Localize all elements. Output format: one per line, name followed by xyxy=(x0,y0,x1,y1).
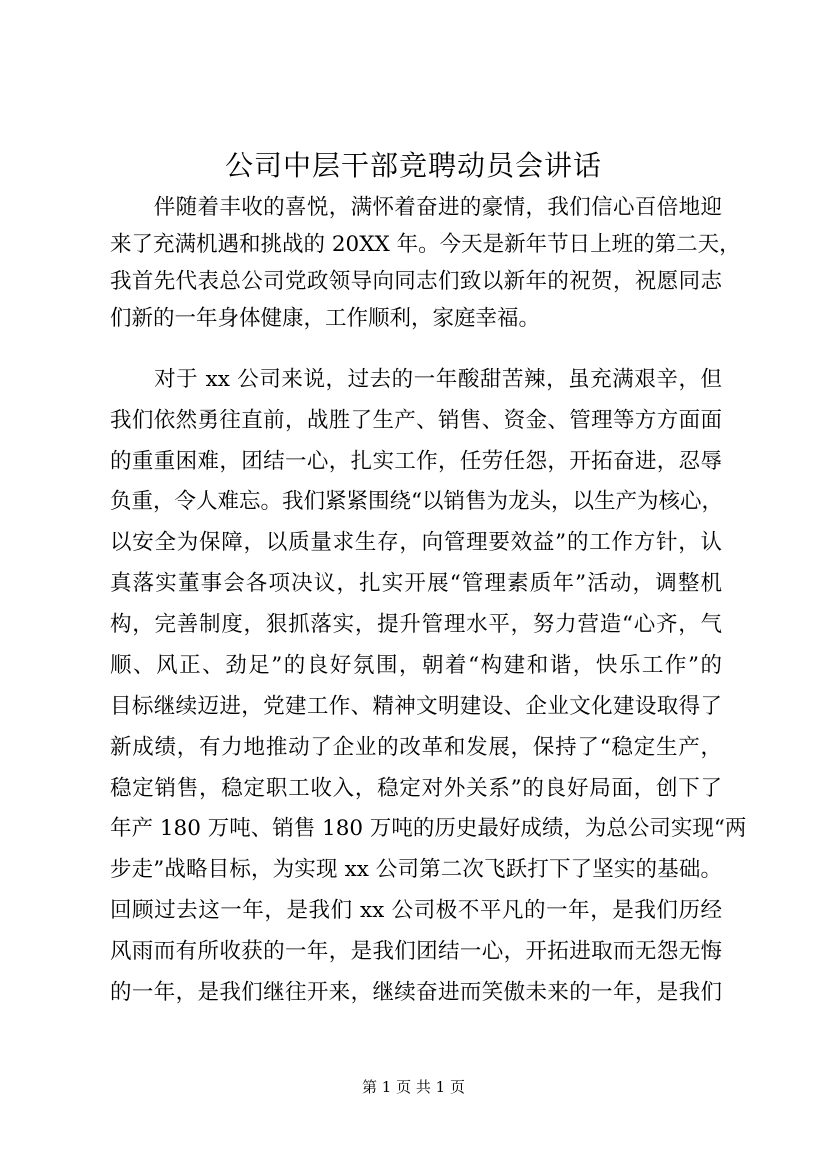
body-line-13: 目标继续迈进，党建工作、精神文明建设、企业文化建设取得了 xyxy=(110,694,722,719)
body-line-8: 负重，令人难忘。我们紧紧围绕“以销售为龙头，以生产为核心， xyxy=(110,489,723,514)
body-line-7: 的重重困难，团结一心，扎实工作，任劳任怨，开拓奋进，忍辱 xyxy=(110,449,722,474)
body-line-4: 们新的一年身体健康，工作顺利，家庭幸福。 xyxy=(110,306,541,331)
body-line-17: 步走”战略目标，为实现 xx 公司第二次飞跃打下了坚实的基础。 xyxy=(110,857,722,882)
body-line-10: 真落实董事会各项决议，扎实开展“管理素质年”活动，调整机 xyxy=(110,571,722,596)
body-line-9: 以安全为保障，以质量求生存，向管理要效益”的工作方针，认 xyxy=(110,530,722,555)
body-line-19: 风雨而有所收获的一年，是我们团结一心，开拓进取而无怨无悔 xyxy=(110,939,722,964)
body-line-6: 我们依然勇往直前，战胜了生产、销售、资金、管理等方方面面 xyxy=(110,408,722,433)
body-line-18: 回顾过去这一年，是我们 xx 公司极不平凡的一年，是我们历经 xyxy=(110,898,722,923)
document-title: 公司中层干部竞聘动员会讲话 xyxy=(224,149,602,182)
body-line-20: 的一年，是我们继往开来，继续奋进而笑傲未来的一年，是我们 xyxy=(110,980,722,1005)
body-line-1: 伴随着丰收的喜悦，满怀着奋进的豪情，我们信心百倍地迎 xyxy=(110,195,722,220)
body-line-5: 对于 xx 公司来说，过去的一年酸甜苦辣，虽充满艰辛，但 xyxy=(110,367,722,392)
body-line-12: 顺、风正、劲足”的良好氛围，朝着“构建和谐，快乐工作”的 xyxy=(110,653,722,678)
body-line-11: 构，完善制度，狠抓落实，提升管理水平，努力营造“心齐，气 xyxy=(110,612,722,637)
body-line-2: 来了充满机遇和挑战的 20XX 年。今天是新年节日上班的第二天， xyxy=(110,232,741,257)
page-footer: 第 1 页 共 1 页 xyxy=(362,1078,465,1096)
body-line-15: 稳定销售，稳定职工收入，稳定对外关系”的良好局面，创下了 xyxy=(110,776,722,801)
body-line-3: 我首先代表总公司党政领导向同志们致以新年的祝贺，祝愿同志 xyxy=(110,269,722,294)
body-line-16: 年产 180 万吨、销售 180 万吨的历史最好成绩，为总公司实现“两 xyxy=(110,816,747,841)
body-line-14: 新成绩，有力地推动了企业的改革和发展，保持了“稳定生产， xyxy=(110,735,722,760)
